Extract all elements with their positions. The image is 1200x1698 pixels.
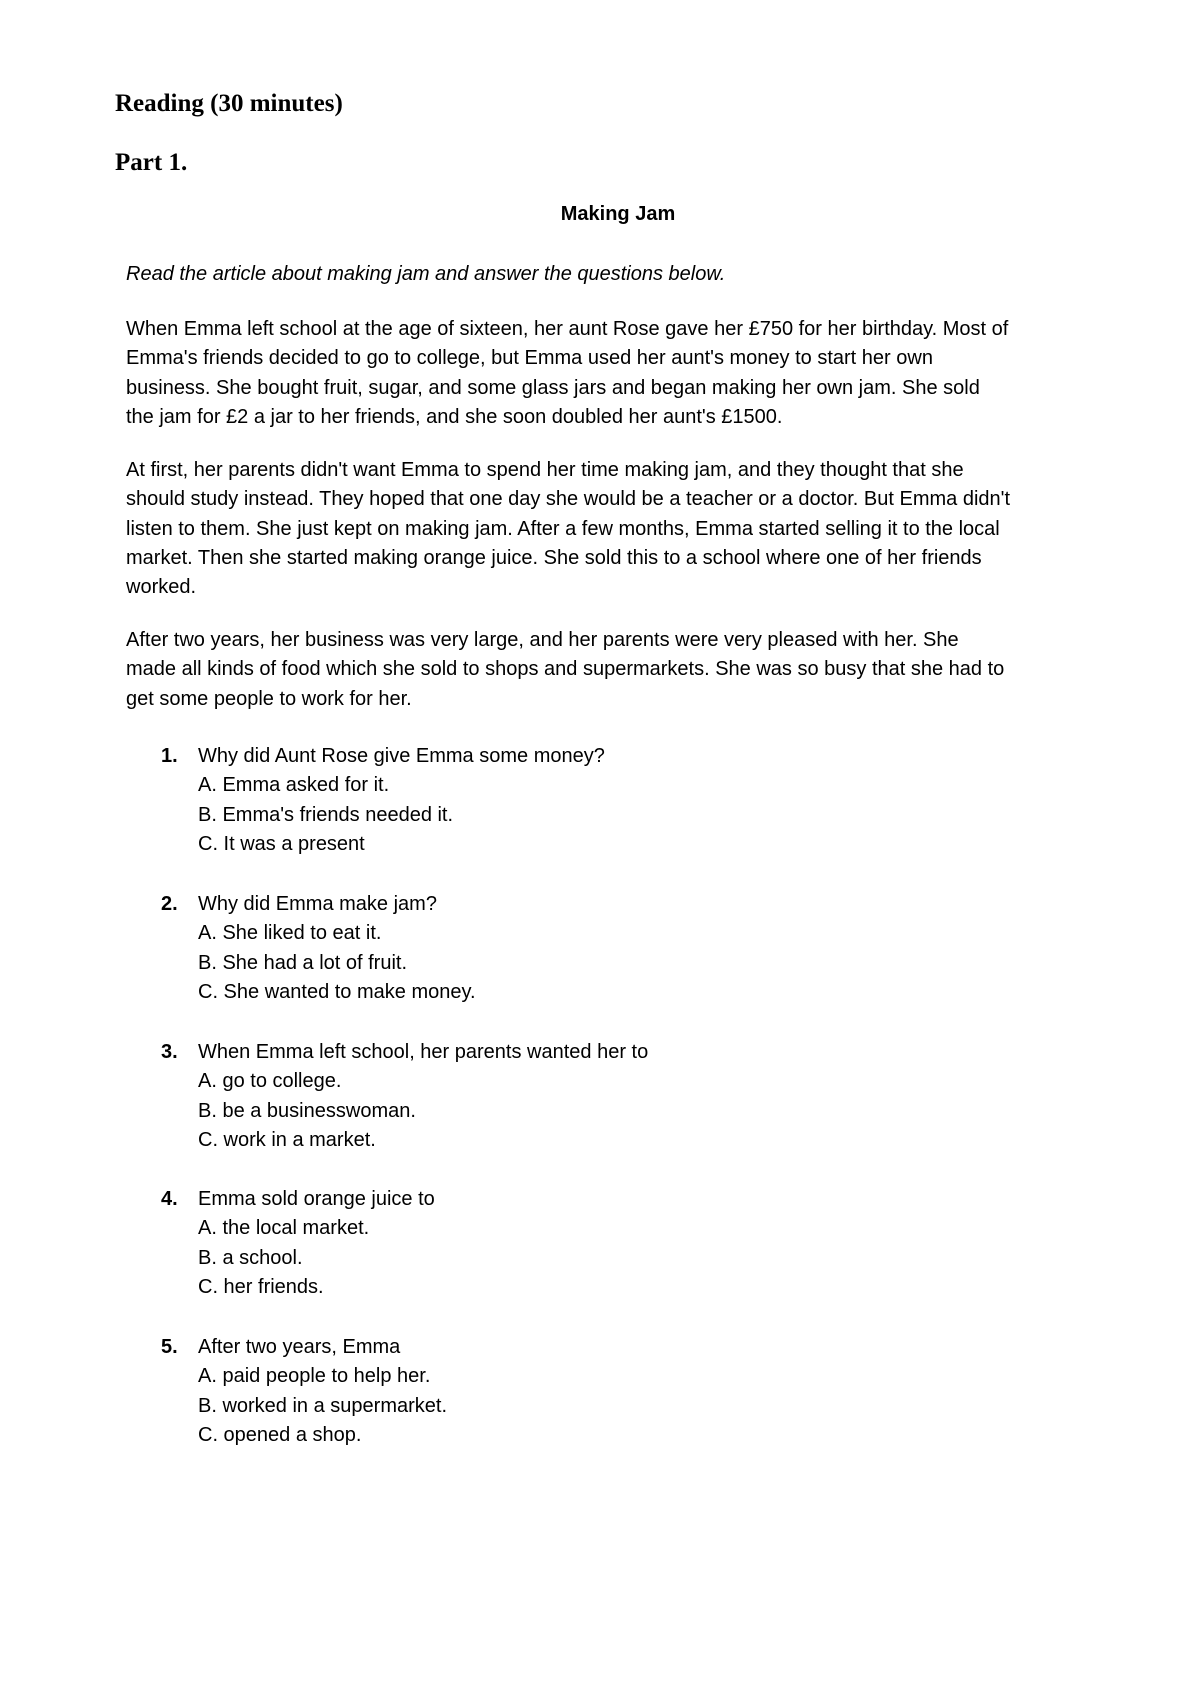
- answer-option: B. worked in a supermarket.: [198, 1394, 447, 1417]
- answer-option: B. be a businesswoman.: [198, 1099, 416, 1122]
- paragraph-line: get some people to work for her.: [126, 687, 412, 710]
- question-body: [198, 742, 605, 859]
- paragraph-line: the jam for £2 a jar to her friends, and she soon doubled her aunt's £1500.: [126, 405, 783, 428]
- answer-option: C. She wanted to make money.: [198, 980, 476, 1003]
- article-instruction: Read the article about making jam and answer the questions below.: [126, 263, 726, 285]
- question-body: [198, 1185, 435, 1302]
- answer-option: C. work in a market.: [198, 1128, 376, 1151]
- paragraph-line: business. She bought fruit, sugar, and some glass jars and began making her own jam. She sold: [126, 376, 980, 399]
- answer-option: A. the local market.: [198, 1217, 370, 1240]
- paragraph-line: listen to them. She just kept on making jam. After a few months, Emma started selling it to the local: [126, 517, 1000, 540]
- paragraph-line: market. Then she started making orange juice. She sold this to a school where one of her friends: [126, 546, 982, 569]
- paragraph-line: worked.: [126, 576, 197, 599]
- paragraph-line: At first, her parents didn't want Emma to spend her time making jam, and they thought that she: [126, 459, 964, 481]
- question-number: 5.: [161, 1336, 178, 1358]
- answer-option: C. her friends.: [198, 1275, 324, 1298]
- article-paragraph: [126, 626, 1126, 714]
- question-prompt: Why did Aunt Rose give Emma some money?: [198, 745, 605, 767]
- answer-option: A. paid people to help her.: [198, 1365, 431, 1388]
- paragraph-line: should study instead. They hoped that one day she would be a teacher or a doctor. But Emma didn't: [126, 488, 1011, 511]
- question-number: 3.: [161, 1041, 178, 1063]
- article-title: Making Jam: [560, 203, 676, 225]
- answer-option: B. She had a lot of fruit.: [198, 951, 408, 974]
- answer-option: A. She liked to eat it.: [198, 922, 382, 945]
- question-number: 1.: [161, 745, 178, 767]
- answer-option: C. opened a shop.: [198, 1423, 362, 1446]
- answer-option: B. a school.: [198, 1246, 303, 1269]
- paragraph-line: made all kinds of food which she sold to shops and supermarkets. She was so busy that she had to: [126, 658, 1005, 681]
- question-prompt: After two years, Emma: [198, 1336, 401, 1358]
- answer-option: A. Emma asked for it.: [198, 774, 390, 797]
- part-title: Part 1.: [115, 149, 188, 176]
- article-paragraph: [126, 456, 1126, 602]
- article-paragraph: [126, 315, 1126, 432]
- question-body: [198, 1333, 447, 1450]
- question-number: 2.: [161, 893, 178, 915]
- paragraph-line: When Emma left school at the age of sixteen, her aunt Rose gave her £750 for her birthday. Most of: [126, 318, 1009, 340]
- answer-option: B. Emma's friends needed it.: [198, 803, 454, 826]
- paragraph-line: Emma's friends decided to go to college, but Emma used her aunt's money to start her own: [126, 347, 933, 370]
- question-body: [198, 1038, 648, 1155]
- question-body: [198, 890, 476, 1007]
- question-number: 4.: [161, 1188, 178, 1210]
- paragraph-line: After two years, her business was very large, and her parents were very pleased with her. She: [126, 629, 959, 651]
- question-prompt: Emma sold orange juice to: [198, 1188, 435, 1210]
- question-prompt: Why did Emma make jam?: [198, 893, 437, 915]
- answer-option: A. go to college.: [198, 1070, 342, 1093]
- answer-option: C. It was a present: [198, 832, 365, 855]
- section-title: Reading (30 minutes): [115, 90, 343, 117]
- question-prompt: When Emma left school, her parents wanted her to: [198, 1041, 649, 1063]
